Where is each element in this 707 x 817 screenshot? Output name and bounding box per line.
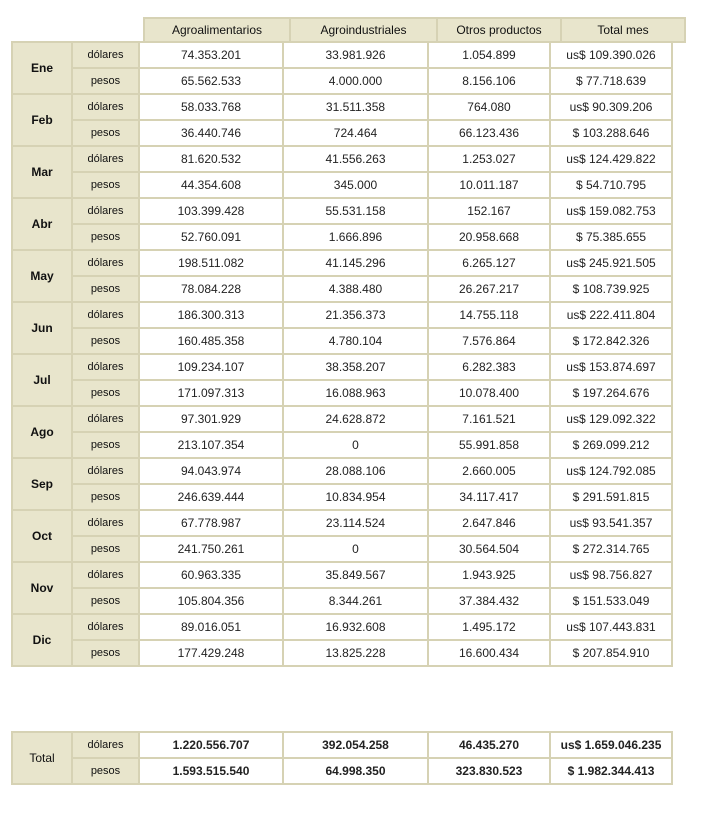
- cell-otros-productos-usd: 14.755.118: [428, 302, 550, 328]
- cell-agroalimentarios-ars: 52.760.091: [139, 224, 283, 250]
- cell-agroalimentarios-usd: 58.033.768: [139, 94, 283, 120]
- unit-label-usd: dólares: [72, 302, 139, 328]
- cell-otros-productos-ars: 34.117.417: [428, 484, 550, 510]
- cell-agroindustriales-usd: 41.556.263: [283, 146, 428, 172]
- cell-agroindustriales-usd: 24.628.872: [283, 406, 428, 432]
- cell-total-mes-ars: $ 207.854.910: [550, 640, 672, 666]
- cell-agroindustriales-usd: 31.511.358: [283, 94, 428, 120]
- month-label: Abr: [12, 198, 72, 250]
- unit-label-ars: pesos: [72, 172, 139, 198]
- total-agroalimentarios-usd: 1.220.556.707: [139, 732, 283, 758]
- total-mes-usd: us$ 1.659.046.235: [550, 732, 672, 758]
- cell-total-mes-usd: us$ 222.411.804: [550, 302, 672, 328]
- column-header-table: [143, 17, 686, 43]
- cell-agroindustriales-ars: 0: [283, 536, 428, 562]
- unit-label-usd: dólares: [72, 614, 139, 640]
- month-row-usd: [12, 406, 672, 432]
- unit-label-ars: pesos: [72, 484, 139, 510]
- cell-agroindustriales-usd: 41.145.296: [283, 250, 428, 276]
- month-row-usd: [12, 510, 672, 536]
- cell-agroindustriales-usd: 16.932.608: [283, 614, 428, 640]
- month-row-usd: [12, 146, 672, 172]
- cell-agroalimentarios-usd: 81.620.532: [139, 146, 283, 172]
- cell-otros-productos-ars: 55.991.858: [428, 432, 550, 458]
- total-otros-usd: 46.435.270: [428, 732, 550, 758]
- month-row-ars: [12, 328, 672, 354]
- total-otros-ars: 323.830.523: [428, 758, 550, 784]
- cell-agroindustriales-ars: 10.834.954: [283, 484, 428, 510]
- unit-label-usd: dólares: [72, 94, 139, 120]
- cell-agroalimentarios-ars: 160.485.358: [139, 328, 283, 354]
- cell-otros-productos-ars: 30.564.504: [428, 536, 550, 562]
- cell-agroindustriales-ars: 16.088.963: [283, 380, 428, 406]
- total-row-ars: [12, 758, 672, 784]
- month-label: Dic: [12, 614, 72, 666]
- cell-otros-productos-ars: 66.123.436: [428, 120, 550, 146]
- month-label: Feb: [12, 94, 72, 146]
- cell-total-mes-usd: us$ 129.092.322: [550, 406, 672, 432]
- month-row-usd: [12, 198, 672, 224]
- cell-agroalimentarios-usd: 89.016.051: [139, 614, 283, 640]
- cell-otros-productos-usd: 764.080: [428, 94, 550, 120]
- cell-total-mes-ars: $ 108.739.925: [550, 276, 672, 302]
- cell-total-mes-ars: $ 197.264.676: [550, 380, 672, 406]
- cell-total-mes-ars: $ 269.099.212: [550, 432, 672, 458]
- cell-otros-productos-usd: 1.054.899: [428, 42, 550, 68]
- month-row-ars: [12, 224, 672, 250]
- total-agroindustriales-usd: 392.054.258: [283, 732, 428, 758]
- cell-agroalimentarios-usd: 74.353.201: [139, 42, 283, 68]
- unit-label-usd: dólares: [72, 198, 139, 224]
- monthly-exports-table: [11, 41, 673, 667]
- cell-otros-productos-usd: 2.660.005: [428, 458, 550, 484]
- header-agroindustriales: Agroindustriales: [290, 18, 437, 42]
- unit-label-usd: dólares: [72, 250, 139, 276]
- cell-otros-productos-ars: 37.384.432: [428, 588, 550, 614]
- cell-otros-productos-ars: 20.958.668: [428, 224, 550, 250]
- month-row-ars: [12, 588, 672, 614]
- cell-agroindustriales-ars: 4.000.000: [283, 68, 428, 94]
- cell-total-mes-ars: $ 172.842.326: [550, 328, 672, 354]
- cell-agroindustriales-usd: 23.114.524: [283, 510, 428, 536]
- month-row-usd: [12, 614, 672, 640]
- total-label: Total: [12, 732, 72, 784]
- cell-otros-productos-usd: 1.253.027: [428, 146, 550, 172]
- header-total-mes: Total mes: [561, 18, 685, 42]
- cell-agroindustriales-usd: 33.981.926: [283, 42, 428, 68]
- cell-agroalimentarios-usd: 67.778.987: [139, 510, 283, 536]
- cell-otros-productos-ars: 16.600.434: [428, 640, 550, 666]
- unit-label-ars: pesos: [72, 432, 139, 458]
- cell-agroalimentarios-ars: 241.750.261: [139, 536, 283, 562]
- month-label: Ago: [12, 406, 72, 458]
- month-label: May: [12, 250, 72, 302]
- cell-total-mes-usd: us$ 90.309.206: [550, 94, 672, 120]
- cell-agroalimentarios-usd: 94.043.974: [139, 458, 283, 484]
- unit-label-usd: dólares: [72, 458, 139, 484]
- header-agroalimentarios: Agroalimentarios: [144, 18, 290, 42]
- cell-total-mes-usd: us$ 245.921.505: [550, 250, 672, 276]
- cell-agroindustriales-ars: 0: [283, 432, 428, 458]
- cell-agroalimentarios-ars: 36.440.746: [139, 120, 283, 146]
- cell-agroindustriales-usd: 35.849.567: [283, 562, 428, 588]
- header-otros-productos: Otros productos: [437, 18, 561, 42]
- unit-label-ars: pesos: [72, 120, 139, 146]
- cell-total-mes-usd: us$ 98.756.827: [550, 562, 672, 588]
- cell-agroindustriales-ars: 4.388.480: [283, 276, 428, 302]
- month-label: Ene: [12, 42, 72, 94]
- cell-agroindustriales-usd: 55.531.158: [283, 198, 428, 224]
- unit-label-usd: dólares: [72, 562, 139, 588]
- cell-total-mes-ars: $ 75.385.655: [550, 224, 672, 250]
- total-row-usd: [12, 732, 672, 758]
- month-label: Mar: [12, 146, 72, 198]
- cell-total-mes-usd: us$ 159.082.753: [550, 198, 672, 224]
- unit-label-usd: dólares: [72, 732, 139, 758]
- cell-otros-productos-usd: 1.943.925: [428, 562, 550, 588]
- month-label: Jun: [12, 302, 72, 354]
- cell-otros-productos-usd: 6.282.383: [428, 354, 550, 380]
- cell-agroindustriales-usd: 21.356.373: [283, 302, 428, 328]
- month-label: Sep: [12, 458, 72, 510]
- unit-label-usd: dólares: [72, 406, 139, 432]
- cell-agroindustriales-ars: 1.666.896: [283, 224, 428, 250]
- unit-label-usd: dólares: [72, 146, 139, 172]
- cell-total-mes-usd: us$ 124.792.085: [550, 458, 672, 484]
- cell-agroalimentarios-ars: 44.354.608: [139, 172, 283, 198]
- total-agroindustriales-ars: 64.998.350: [283, 758, 428, 784]
- total-table: [11, 731, 673, 785]
- unit-label-usd: dólares: [72, 510, 139, 536]
- column-header-row: [144, 18, 685, 42]
- cell-total-mes-usd: us$ 153.874.697: [550, 354, 672, 380]
- month-row-usd: [12, 250, 672, 276]
- cell-otros-productos-ars: 26.267.217: [428, 276, 550, 302]
- cell-total-mes-ars: $ 77.718.639: [550, 68, 672, 94]
- cell-otros-productos-usd: 152.167: [428, 198, 550, 224]
- cell-agroalimentarios-usd: 60.963.335: [139, 562, 283, 588]
- month-row-ars: [12, 484, 672, 510]
- unit-label-ars: pesos: [72, 588, 139, 614]
- month-row-ars: [12, 640, 672, 666]
- month-row-ars: [12, 276, 672, 302]
- unit-label-ars: pesos: [72, 758, 139, 784]
- cell-total-mes-usd: us$ 109.390.026: [550, 42, 672, 68]
- cell-otros-productos-ars: 7.576.864: [428, 328, 550, 354]
- total-agroalimentarios-ars: 1.593.515.540: [139, 758, 283, 784]
- month-row-usd: [12, 458, 672, 484]
- cell-total-mes-ars: $ 54.710.795: [550, 172, 672, 198]
- cell-agroalimentarios-usd: 109.234.107: [139, 354, 283, 380]
- month-row-usd: [12, 562, 672, 588]
- cell-otros-productos-usd: 6.265.127: [428, 250, 550, 276]
- cell-total-mes-ars: $ 151.533.049: [550, 588, 672, 614]
- cell-otros-productos-usd: 7.161.521: [428, 406, 550, 432]
- cell-agroindustriales-usd: 38.358.207: [283, 354, 428, 380]
- month-label: Oct: [12, 510, 72, 562]
- cell-agroalimentarios-ars: 171.097.313: [139, 380, 283, 406]
- unit-label-ars: pesos: [72, 640, 139, 666]
- cell-agroalimentarios-ars: 65.562.533: [139, 68, 283, 94]
- cell-agroalimentarios-ars: 78.084.228: [139, 276, 283, 302]
- cell-agroindustriales-ars: 4.780.104: [283, 328, 428, 354]
- unit-label-ars: pesos: [72, 536, 139, 562]
- cell-agroalimentarios-ars: 177.429.248: [139, 640, 283, 666]
- cell-total-mes-ars: $ 272.314.765: [550, 536, 672, 562]
- month-row-usd: [12, 94, 672, 120]
- cell-total-mes-usd: us$ 124.429.822: [550, 146, 672, 172]
- cell-agroalimentarios-usd: 97.301.929: [139, 406, 283, 432]
- month-row-ars: [12, 172, 672, 198]
- month-row-ars: [12, 68, 672, 94]
- cell-otros-productos-ars: 10.011.187: [428, 172, 550, 198]
- cell-total-mes-usd: us$ 93.541.357: [550, 510, 672, 536]
- unit-label-ars: pesos: [72, 224, 139, 250]
- cell-agroalimentarios-ars: 105.804.356: [139, 588, 283, 614]
- month-row-ars: [12, 380, 672, 406]
- cell-agroalimentarios-usd: 186.300.313: [139, 302, 283, 328]
- month-row-usd: [12, 42, 672, 68]
- cell-agroindustriales-ars: 724.464: [283, 120, 428, 146]
- cell-agroalimentarios-usd: 103.399.428: [139, 198, 283, 224]
- cell-agroalimentarios-ars: 246.639.444: [139, 484, 283, 510]
- cell-total-mes-usd: us$ 107.443.831: [550, 614, 672, 640]
- month-label: Jul: [12, 354, 72, 406]
- cell-otros-productos-usd: 2.647.846: [428, 510, 550, 536]
- cell-otros-productos-usd: 1.495.172: [428, 614, 550, 640]
- total-mes-ars: $ 1.982.344.413: [550, 758, 672, 784]
- cell-agroindustriales-usd: 28.088.106: [283, 458, 428, 484]
- cell-agroindustriales-ars: 345.000: [283, 172, 428, 198]
- month-row-ars: [12, 536, 672, 562]
- unit-label-usd: dólares: [72, 42, 139, 68]
- month-row-ars: [12, 432, 672, 458]
- month-row-usd: [12, 354, 672, 380]
- cell-total-mes-ars: $ 103.288.646: [550, 120, 672, 146]
- unit-label-usd: dólares: [72, 354, 139, 380]
- cell-agroalimentarios-ars: 213.107.354: [139, 432, 283, 458]
- month-row-ars: [12, 120, 672, 146]
- cell-agroindustriales-ars: 13.825.228: [283, 640, 428, 666]
- month-row-usd: [12, 302, 672, 328]
- cell-agroindustriales-ars: 8.344.261: [283, 588, 428, 614]
- cell-otros-productos-ars: 10.078.400: [428, 380, 550, 406]
- unit-label-ars: pesos: [72, 328, 139, 354]
- cell-total-mes-ars: $ 291.591.815: [550, 484, 672, 510]
- month-label: Nov: [12, 562, 72, 614]
- cell-agroalimentarios-usd: 198.511.082: [139, 250, 283, 276]
- cell-otros-productos-ars: 8.156.106: [428, 68, 550, 94]
- unit-label-ars: pesos: [72, 68, 139, 94]
- unit-label-ars: pesos: [72, 380, 139, 406]
- unit-label-ars: pesos: [72, 276, 139, 302]
